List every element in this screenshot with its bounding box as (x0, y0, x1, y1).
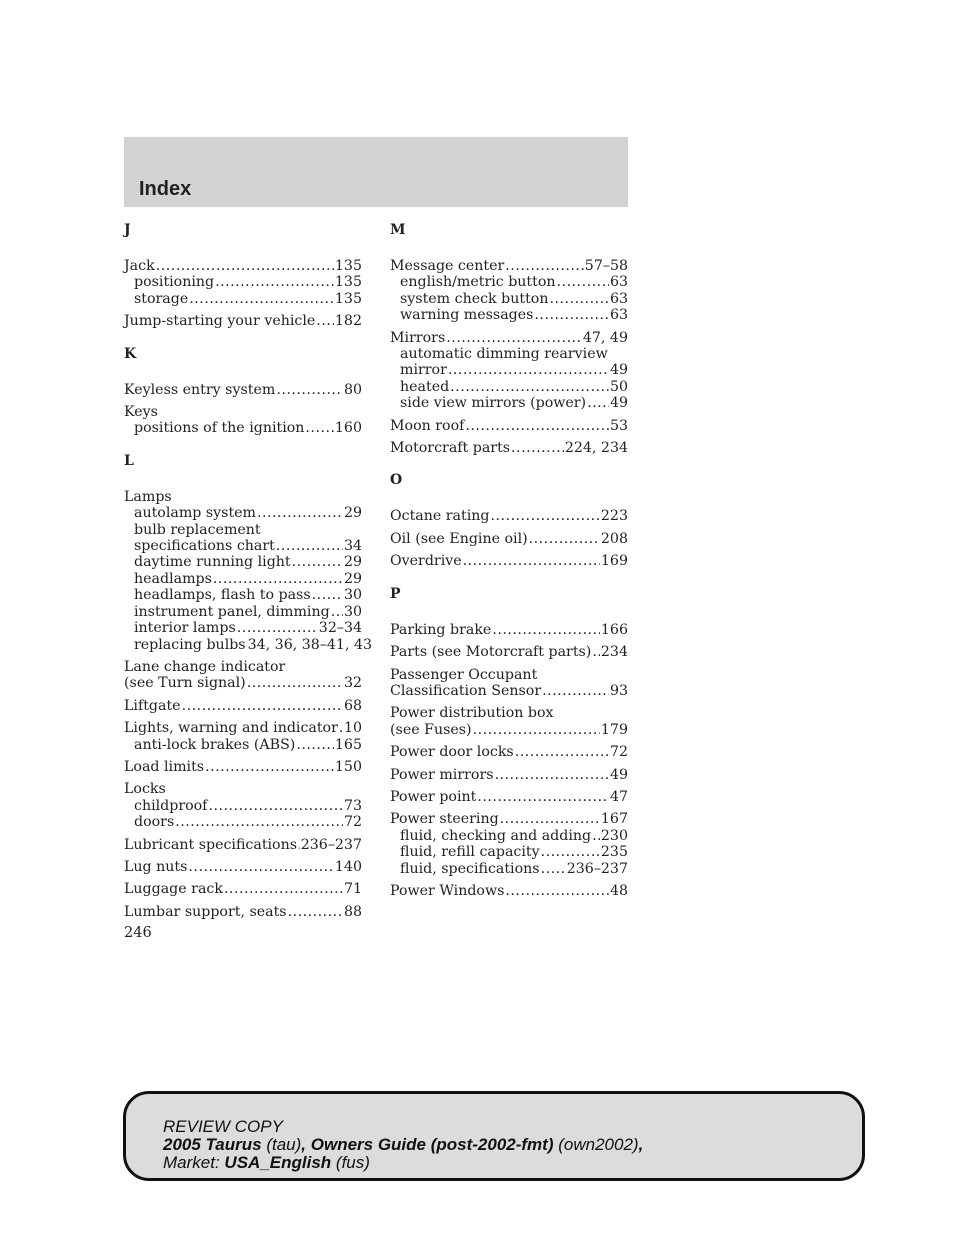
index-entry (390, 811, 628, 877)
index-entry (390, 883, 628, 899)
index-subentry-line (124, 737, 362, 753)
dot-leader (473, 722, 600, 738)
entry-text: Jump-starting your vehicle (124, 313, 316, 330)
section-letter: L (124, 452, 134, 469)
entry-text: Message center (390, 258, 505, 274)
dot-leader (463, 553, 600, 569)
index-entry-line (124, 837, 362, 853)
entry-text: positions of the ignition (134, 420, 305, 437)
index-entry-line (124, 881, 362, 897)
entry-page-number: 49 (609, 766, 628, 783)
entry-text: side view mirrors (power) (400, 395, 587, 412)
entry-page-number: 230 (600, 827, 628, 844)
index-entry (390, 330, 628, 412)
entry-text: automatic dimming rearview (400, 346, 608, 363)
entry-text: Motorcraft parts (390, 440, 511, 457)
index-entry (124, 659, 362, 692)
dot-leader (339, 720, 343, 736)
footer-model: 2005 Taurus (163, 1135, 262, 1154)
dot-leader (541, 844, 600, 860)
dot-leader (276, 382, 343, 398)
index-section (124, 452, 373, 920)
index-entry-line (390, 767, 628, 783)
dot-leader (592, 828, 600, 844)
dot-leader (557, 274, 609, 290)
dot-leader (296, 737, 334, 753)
index-section (124, 346, 362, 437)
index-entry (124, 488, 373, 653)
dot-leader (247, 675, 343, 691)
entry-page-number: 182 (334, 313, 362, 330)
index-entry-line (390, 883, 628, 899)
index-entry-line (124, 759, 362, 775)
dot-leader (515, 744, 609, 760)
index-section (124, 222, 362, 330)
index-entry-line (390, 418, 628, 434)
page-title: Index (139, 178, 192, 200)
index-subentry-line (390, 362, 628, 378)
entry-page-number: 34, 36, 38–41, 43 (247, 636, 373, 653)
section-letter: P (390, 585, 401, 602)
index-subentry-line (124, 420, 362, 436)
index-entry (124, 781, 362, 830)
entry-text: mirror (400, 362, 447, 379)
index-entry-line (390, 553, 628, 569)
dot-leader (288, 904, 343, 920)
dot-leader (292, 554, 343, 570)
dot-leader (316, 313, 334, 329)
index-entry (390, 418, 628, 434)
index-entry-line (124, 313, 362, 329)
index-entry (124, 404, 362, 437)
dot-leader (182, 698, 343, 714)
dot-leader (492, 622, 600, 638)
page-number: 246 (124, 925, 152, 941)
entry-page-number: 34 (343, 538, 362, 555)
index-subentry-line (390, 307, 628, 323)
entry-text: Mirrors (390, 329, 446, 346)
entry-page-number: 57–58 (584, 258, 628, 274)
index-entry (124, 837, 362, 853)
entry-page-number: 53 (609, 417, 628, 434)
dot-leader (446, 330, 582, 346)
dot-leader (224, 881, 343, 897)
entry-text: Moon roof (390, 417, 465, 434)
section-letter: J (124, 222, 131, 238)
index-subentry-line (124, 538, 362, 554)
index-subentry-line (390, 844, 628, 860)
index-entry-line (124, 382, 362, 398)
index-entry-line (124, 859, 362, 875)
index-subentry-line (390, 395, 628, 411)
section-letter: O (390, 472, 403, 489)
entry-page-number: 135 (334, 274, 362, 291)
entry-text: Locks (124, 781, 166, 798)
index-entry (124, 313, 362, 329)
entry-text: fluid, refill capacity (400, 844, 540, 861)
index-entry (124, 720, 362, 753)
index-section (390, 222, 628, 456)
dot-leader (257, 505, 343, 521)
entry-text: Passenger Occupant (390, 666, 538, 683)
entry-page-number: 167 (600, 811, 628, 828)
entry-text: heated (400, 378, 450, 395)
entry-page-number: 93 (609, 682, 628, 699)
dot-leader (511, 440, 564, 456)
index-entry-line (390, 622, 628, 638)
index-entry (124, 904, 362, 920)
index-entry (124, 881, 362, 897)
index-entry-line (390, 531, 628, 547)
entry-page-number: 50 (609, 378, 628, 395)
dot-leader (534, 307, 609, 323)
entry-page-number: 223 (600, 508, 628, 525)
entry-text: Lumbar support, seats (124, 903, 287, 920)
index-entry (390, 440, 628, 456)
entry-text: bulb replacement (134, 521, 261, 538)
dot-leader (500, 811, 600, 827)
review-copy-footer (123, 1091, 865, 1181)
entry-page-number: 224, 234 (564, 440, 628, 457)
index-entry (390, 744, 628, 760)
entry-text: positioning (134, 274, 215, 291)
index-entry-line (124, 781, 362, 797)
entry-text: Luggage rack (124, 881, 223, 898)
dot-leader (465, 418, 609, 434)
dot-leader (215, 274, 334, 290)
entry-text: english/metric button (400, 274, 556, 291)
index-entry-line (390, 705, 628, 721)
entry-text: Lights, warning and indicator (124, 720, 338, 737)
index-subentry-line (124, 620, 362, 636)
entry-page-number: 30 (343, 587, 362, 604)
index-entry-line (124, 659, 362, 675)
entry-page-number: 30 (343, 603, 362, 620)
entry-text: storage (134, 290, 189, 307)
index-subentry-line (124, 798, 362, 814)
entry-text: Power steering (390, 811, 499, 828)
index-subentry-line (390, 274, 628, 290)
entry-text: warning messages (400, 307, 534, 324)
dot-leader (205, 759, 334, 775)
index-entry-line (124, 489, 362, 505)
index-entry (390, 622, 628, 638)
entry-text: (see Turn signal) (124, 675, 246, 692)
index-subentry-line (124, 636, 373, 653)
dot-leader (312, 587, 343, 603)
entry-page-number: 88 (343, 903, 362, 920)
entry-page-number: 32–34 (318, 620, 362, 637)
index-entry-line (124, 720, 362, 736)
entry-text: headlamps, flash to pass (134, 587, 311, 604)
footer-guide: , Owners Guide (post-2002-fmt) (301, 1135, 554, 1154)
entry-page-number: 160 (334, 420, 362, 437)
index-subentry-line (390, 379, 628, 395)
entry-text: Parts (see Motorcraft parts) (390, 644, 592, 661)
entry-page-number: 169 (600, 553, 628, 570)
entry-text: Octane rating (390, 508, 490, 525)
entry-text: Lug nuts (124, 858, 188, 875)
entry-text: Jack (124, 258, 155, 274)
index-entry-line (390, 508, 628, 524)
dot-leader (331, 604, 343, 620)
entry-text: Overdrive (390, 553, 462, 570)
entry-text: fluid, checking and adding (400, 827, 592, 844)
entry-page-number: 179 (600, 721, 628, 738)
entry-page-number: 29 (343, 554, 362, 571)
dot-leader (237, 620, 318, 636)
entry-page-number: 166 (600, 621, 628, 638)
footer-model-code: (tau) (266, 1135, 302, 1154)
entry-page-number: 235 (600, 844, 628, 861)
index-entry (124, 759, 362, 775)
index-entry (390, 508, 628, 524)
index-entry (124, 698, 362, 714)
entry-text: Lane change indicator (124, 658, 286, 675)
index-section (390, 472, 628, 569)
entry-text: Power Windows (390, 882, 505, 899)
index-entry-line (390, 330, 628, 346)
index-entry (390, 553, 628, 569)
entry-page-number: 71 (343, 881, 362, 898)
review-copy-label: REVIEW COPY (163, 1117, 283, 1136)
entry-text: fluid, specifications (400, 860, 540, 877)
entry-page-number: 150 (334, 758, 362, 775)
entry-text: (see Fuses) (390, 721, 472, 738)
dot-leader (477, 789, 609, 805)
index-entry-line (390, 667, 628, 683)
entry-text: Keyless entry system (124, 381, 276, 398)
entry-page-number: 208 (600, 530, 628, 547)
entry-text: Keys (124, 404, 158, 421)
index-entry-line (390, 258, 628, 274)
index-entry (124, 382, 362, 398)
index-entry-line (390, 683, 628, 699)
index-entry-line (124, 404, 362, 420)
dot-leader (208, 798, 342, 814)
entry-text: doors (134, 814, 175, 831)
index-entry (124, 258, 362, 307)
entry-page-number: 48 (609, 882, 628, 899)
index-entry-line (390, 744, 628, 760)
index-entry-line (124, 258, 362, 274)
footer-comma: , (638, 1135, 644, 1154)
entry-page-number: 32 (343, 675, 362, 692)
entry-page-number: 72 (609, 744, 628, 761)
entry-text: system check button (400, 290, 549, 307)
entry-text: headlamps (134, 570, 212, 587)
index-subentry-line (390, 291, 628, 307)
entry-text: instrument panel, dimming (134, 603, 330, 620)
index-entry (390, 667, 628, 700)
index-entry (390, 789, 628, 805)
entry-page-number: 236–237 (300, 836, 362, 853)
index-subentry-line (124, 571, 362, 587)
index-subentry-line (390, 828, 628, 844)
index-subentry-line (124, 814, 362, 830)
index-entry (390, 705, 628, 738)
entry-text: childproof (134, 797, 208, 814)
index-subentry-line (390, 346, 628, 362)
entry-text: daytime running light (134, 554, 291, 571)
entry-page-number: 72 (343, 814, 362, 831)
entry-page-number: 80 (343, 381, 362, 398)
dot-leader (156, 258, 334, 274)
index-entry-line (390, 722, 628, 738)
entry-text: Liftgate (124, 697, 181, 714)
index-entry-line (124, 904, 362, 920)
dot-leader (175, 814, 343, 830)
index-entry-line (390, 789, 628, 805)
entry-text: Power distribution box (390, 705, 554, 722)
index-entry (390, 644, 628, 660)
entry-page-number: 135 (334, 258, 362, 274)
dot-leader (188, 859, 333, 875)
footer-guide-code: (own2002) (558, 1135, 639, 1154)
entry-page-number: 73 (343, 797, 362, 814)
dot-leader (298, 837, 300, 853)
entry-page-number: 47, 49 (582, 329, 628, 346)
index-subentry-line (124, 505, 362, 521)
entry-page-number: 29 (343, 505, 362, 522)
entry-page-number: 135 (334, 290, 362, 307)
index-entry-line (124, 698, 362, 714)
dot-leader (448, 362, 609, 378)
entry-text: Classification Sensor (390, 682, 542, 699)
entry-page-number: 234 (600, 644, 628, 661)
section-letter: K (124, 345, 137, 362)
dot-leader (505, 883, 609, 899)
dot-leader (542, 683, 609, 699)
entry-page-number: 236–237 (566, 860, 628, 877)
dot-leader (276, 538, 343, 554)
dot-leader (541, 861, 566, 877)
index-entry-line (390, 644, 628, 660)
entry-text: Power door locks (390, 744, 514, 761)
index-entry (390, 531, 628, 547)
dot-leader (189, 291, 334, 307)
entry-page-number: 47 (609, 788, 628, 805)
footer-market-label: Market: (163, 1153, 220, 1172)
entry-text: replacing bulbs (134, 636, 246, 653)
index-section (390, 586, 628, 900)
index-subentry-line (124, 274, 362, 290)
index-entry (390, 767, 628, 783)
dot-leader (587, 395, 609, 411)
entry-text: Load limits (124, 758, 205, 775)
index-column-left (124, 222, 373, 936)
dot-leader (305, 420, 333, 436)
entry-text: Oil (see Engine oil) (390, 530, 528, 547)
entry-text: Lubricant specifications (124, 836, 298, 853)
dot-leader (592, 644, 600, 660)
index-entry (124, 859, 362, 875)
entry-text: Lamps (124, 488, 172, 505)
index-entry-line (390, 811, 628, 827)
entry-page-number: 63 (609, 307, 628, 324)
entry-page-number: 68 (343, 697, 362, 714)
entry-text: specifications chart (134, 538, 275, 555)
index-entry-line (124, 675, 362, 691)
entry-page-number: 49 (609, 362, 628, 379)
dot-leader (505, 258, 584, 274)
index-subentry-line (124, 522, 362, 538)
index-entry (390, 258, 628, 324)
footer-market: USA_English (224, 1153, 332, 1172)
dot-leader (213, 571, 343, 587)
index-column-right (390, 222, 628, 915)
dot-leader (529, 531, 600, 547)
entry-page-number: 49 (609, 395, 628, 412)
entry-page-number: 10 (343, 720, 362, 737)
dot-leader (495, 767, 609, 783)
entry-text: Power mirrors (390, 766, 494, 783)
footer-market-code: (fus) (335, 1153, 370, 1172)
header-band (124, 137, 628, 207)
index-subentry-line (124, 554, 362, 570)
dot-leader (549, 291, 608, 307)
entry-text: interior lamps (134, 620, 236, 637)
entry-text: anti-lock brakes (ABS) (134, 736, 296, 753)
entry-page-number: 165 (334, 736, 362, 753)
index-subentry-line (124, 587, 362, 603)
entry-page-number: 29 (343, 570, 362, 587)
dot-leader (490, 508, 599, 524)
index-subentry-line (124, 291, 362, 307)
entry-page-number: 63 (609, 274, 628, 291)
entry-page-number: 140 (334, 858, 362, 875)
entry-text: Parking brake (390, 621, 492, 638)
index-subentry-line (124, 604, 362, 620)
index-entry-line (390, 440, 628, 456)
index-subentry-line (390, 861, 628, 877)
entry-page-number: 63 (609, 290, 628, 307)
section-letter: M (390, 222, 406, 238)
entry-text: autolamp system (134, 505, 257, 522)
entry-text: Power point (390, 788, 477, 805)
dot-leader (450, 379, 609, 395)
